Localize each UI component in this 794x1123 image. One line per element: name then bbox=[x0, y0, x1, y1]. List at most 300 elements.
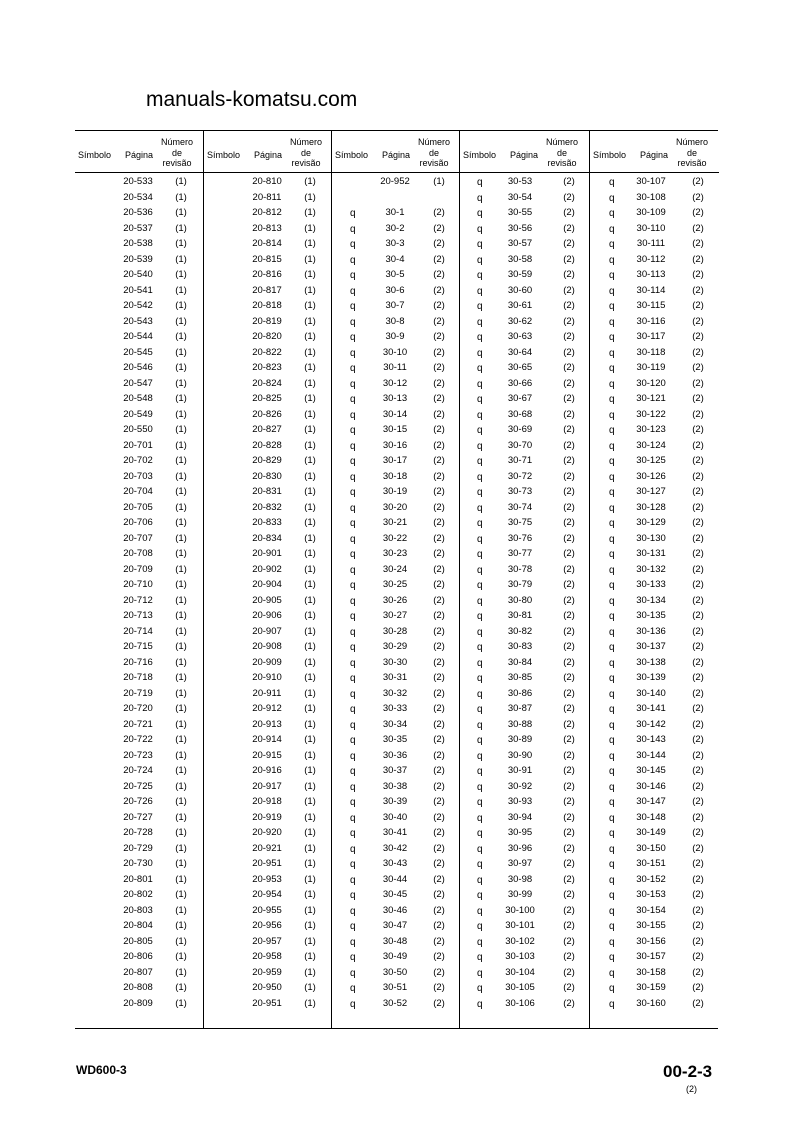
table-row bbox=[332, 997, 460, 1013]
header-symbol: Símbolo bbox=[78, 150, 112, 160]
page-number-cell: 20-910 bbox=[252, 672, 282, 683]
table-row bbox=[332, 733, 460, 749]
table-row bbox=[204, 795, 332, 811]
revision-mark-icon: q bbox=[477, 797, 483, 808]
revision-number-cell: (1) bbox=[304, 796, 316, 807]
page-number-cell: 20-704 bbox=[123, 486, 153, 497]
table-row bbox=[460, 175, 590, 191]
revision-number-cell: (2) bbox=[563, 718, 575, 730]
table-row bbox=[332, 361, 460, 377]
revision-number-cell: (2) bbox=[563, 656, 575, 668]
revision-mark-icon: q bbox=[477, 487, 483, 498]
revision-mark-icon: q bbox=[609, 549, 615, 560]
revision-mark-icon: q bbox=[609, 316, 615, 328]
page-number-cell: 20-915 bbox=[252, 749, 282, 761]
page-number-cell: 30-139 bbox=[636, 672, 666, 683]
page-number-cell: 20-824 bbox=[252, 377, 282, 389]
revision-number-cell: (2) bbox=[692, 300, 704, 311]
revision-number-cell: (2) bbox=[692, 997, 704, 1009]
revision-number-cell: (1) bbox=[304, 377, 316, 389]
table-row bbox=[204, 377, 332, 393]
page-number-cell: 30-110 bbox=[636, 222, 666, 234]
revision-number-cell: (2) bbox=[433, 827, 445, 838]
revision-number-cell: (2) bbox=[433, 393, 445, 404]
column-group-2 bbox=[203, 131, 332, 1028]
revision-number-cell: (2) bbox=[433, 672, 445, 683]
revision-mark-icon: q bbox=[477, 967, 483, 979]
page-number-cell: 30-48 bbox=[382, 935, 408, 947]
revision-number-cell: (2) bbox=[692, 253, 704, 265]
revision-mark-icon: q bbox=[350, 502, 356, 514]
revision-number-cell: (2) bbox=[433, 517, 445, 528]
revision-number-cell: (1) bbox=[175, 238, 187, 249]
revision-number-cell: (1) bbox=[175, 563, 187, 575]
revision-number-cell: (1) bbox=[175, 207, 187, 218]
revision-mark-icon: q bbox=[609, 688, 615, 700]
revision-number-cell: (2) bbox=[692, 703, 704, 714]
page-number-cell: 30-81 bbox=[507, 610, 533, 621]
revision-number-cell: (1) bbox=[304, 966, 316, 978]
table-row bbox=[204, 284, 332, 300]
revision-number-cell: (1) bbox=[304, 641, 316, 652]
page-number-cell: 30-135 bbox=[636, 610, 666, 621]
table-row bbox=[590, 299, 719, 315]
revision-number-cell: (2) bbox=[563, 315, 575, 327]
table-row bbox=[332, 191, 460, 207]
revision-mark-icon: q bbox=[477, 518, 483, 529]
revision-mark-icon: q bbox=[609, 440, 615, 452]
revision-mark-icon: q bbox=[477, 192, 483, 204]
table-row bbox=[75, 175, 203, 191]
revision-number-cell: (2) bbox=[563, 827, 575, 838]
table-row bbox=[590, 516, 719, 532]
page-number-cell: 20-953 bbox=[252, 873, 282, 885]
revision-mark-icon: q bbox=[350, 595, 356, 607]
revision-number-cell: (2) bbox=[563, 548, 575, 559]
revision-number-cell: (1) bbox=[304, 935, 316, 947]
revision-mark-icon: q bbox=[350, 828, 356, 839]
header-revision: Número de revisão bbox=[675, 137, 708, 168]
revision-number-cell: (1) bbox=[175, 765, 187, 776]
page-number-cell: 30-18 bbox=[382, 470, 408, 482]
table-row bbox=[332, 237, 460, 253]
revision-number-cell: (2) bbox=[433, 284, 445, 296]
revision-number-cell: (1) bbox=[304, 687, 316, 699]
page-number-cell: 20-712 bbox=[123, 594, 153, 606]
table-row bbox=[204, 594, 332, 610]
revision-mark-icon: q bbox=[609, 735, 615, 746]
revision-mark-icon: q bbox=[477, 657, 483, 669]
page-number-cell: 30-150 bbox=[636, 842, 666, 854]
revision-number-cell: (2) bbox=[563, 982, 575, 993]
revision-number-cell: (2) bbox=[563, 672, 575, 683]
table-row bbox=[460, 594, 590, 610]
table-row bbox=[204, 175, 332, 191]
revision-mark-icon: q bbox=[477, 642, 483, 653]
revision-number-cell: (2) bbox=[433, 222, 445, 234]
page-number-cell: 30-78 bbox=[507, 563, 533, 575]
revision-number-cell: (2) bbox=[563, 858, 575, 869]
page-number-cell: 20-722 bbox=[123, 734, 153, 745]
table-row bbox=[590, 175, 719, 191]
revision-number-cell: (1) bbox=[175, 408, 187, 420]
revision-number-cell: (2) bbox=[433, 610, 445, 621]
revision-number-cell: (2) bbox=[563, 176, 575, 187]
revision-number-cell: (2) bbox=[563, 811, 575, 823]
revision-number-cell: (1) bbox=[304, 951, 316, 962]
page-number-cell: 30-9 bbox=[385, 331, 405, 342]
page-number-cell: 30-56 bbox=[507, 222, 533, 234]
revision-mark-icon: q bbox=[609, 487, 615, 498]
page-number-cell: 20-707 bbox=[123, 532, 153, 544]
page-number-cell: 30-36 bbox=[382, 749, 408, 761]
page-number-cell: 30-22 bbox=[382, 532, 408, 544]
revision-mark-icon: q bbox=[477, 208, 483, 219]
page-number-cell: 30-43 bbox=[382, 858, 408, 869]
revision-number-cell: (1) bbox=[175, 548, 187, 559]
page-number-cell: 20-902 bbox=[252, 563, 282, 575]
page-number-cell: 20-921 bbox=[252, 842, 282, 854]
revision-number-cell: (2) bbox=[563, 594, 575, 606]
revision-mark-icon: q bbox=[477, 626, 483, 638]
table-row bbox=[204, 392, 332, 408]
revision-number-cell: (1) bbox=[304, 191, 316, 203]
page-number-cell: 30-32 bbox=[382, 687, 408, 699]
page-number-cell: 30-47 bbox=[382, 920, 408, 931]
revision-mark-icon: q bbox=[350, 394, 356, 405]
page-number-cell: 30-102 bbox=[505, 935, 535, 947]
table-row bbox=[590, 609, 719, 625]
revision-number-cell: (1) bbox=[175, 997, 187, 1009]
page-number-cell: 30-95 bbox=[507, 827, 533, 838]
page-number-cell: 20-955 bbox=[252, 904, 282, 916]
header-page: Página bbox=[509, 150, 539, 160]
table-row bbox=[332, 547, 460, 563]
page-number-cell: 20-827 bbox=[252, 424, 282, 435]
page-number-cell: 30-93 bbox=[507, 796, 533, 807]
page-number-cell: 20-802 bbox=[123, 889, 153, 900]
page-number-cell: 30-136 bbox=[636, 625, 666, 637]
revision-number-cell: (2) bbox=[433, 625, 445, 637]
revision-number-cell: (2) bbox=[563, 222, 575, 234]
revision-number-cell: (2) bbox=[563, 749, 575, 761]
column-header bbox=[75, 131, 203, 173]
revision-mark-icon: q bbox=[350, 735, 356, 746]
header-symbol: Símbolo bbox=[207, 150, 241, 160]
table-row bbox=[204, 237, 332, 253]
page-number-cell: 30-122 bbox=[636, 408, 666, 420]
revision-number-cell: (2) bbox=[433, 455, 445, 466]
page-number-cell: 20-725 bbox=[123, 780, 153, 792]
revision-number-cell: (2) bbox=[692, 563, 704, 575]
revision-number-cell: (2) bbox=[563, 501, 575, 513]
revision-mark-icon: q bbox=[609, 425, 615, 436]
header-revision: Número de revisão bbox=[289, 137, 322, 168]
page-number-cell: 20-918 bbox=[252, 796, 282, 807]
table-row bbox=[590, 423, 719, 439]
page-number-cell: 20-544 bbox=[123, 331, 153, 342]
revision-number-cell: (2) bbox=[692, 346, 704, 358]
revision-number-cell: (2) bbox=[563, 920, 575, 931]
table-row bbox=[590, 361, 719, 377]
table-row bbox=[590, 966, 719, 982]
revision-mark-icon: q bbox=[477, 394, 483, 405]
table-row bbox=[204, 454, 332, 470]
revision-mark-icon: q bbox=[609, 719, 615, 731]
table-row bbox=[332, 935, 460, 951]
revision-mark-icon: q bbox=[350, 952, 356, 963]
table-row bbox=[75, 609, 203, 625]
revision-mark-icon: q bbox=[609, 905, 615, 917]
revision-number-cell: (2) bbox=[563, 377, 575, 389]
revision-number-cell: (1) bbox=[175, 362, 187, 373]
page-number-cell: 20-701 bbox=[123, 439, 153, 451]
page-number-cell: 20-705 bbox=[123, 501, 153, 513]
page-number-cell: 30-38 bbox=[382, 780, 408, 792]
revision-number-cell: (2) bbox=[692, 982, 704, 993]
page-number-cell: 30-82 bbox=[507, 625, 533, 637]
revision-mark-icon: q bbox=[350, 270, 356, 281]
table-row bbox=[460, 268, 590, 284]
table-row bbox=[460, 206, 590, 222]
page-number-cell: 30-55 bbox=[507, 207, 533, 218]
page-number-cell: 30-76 bbox=[507, 532, 533, 544]
page-number-cell: 30-119 bbox=[636, 362, 666, 373]
table-row bbox=[332, 222, 460, 238]
table-row bbox=[204, 361, 332, 377]
revision-number-cell: (2) bbox=[692, 873, 704, 885]
page-number-cell: 20-906 bbox=[252, 610, 282, 621]
table-row bbox=[460, 253, 590, 269]
revision-mark-icon: q bbox=[477, 595, 483, 607]
header-symbol: Símbolo bbox=[463, 150, 497, 160]
page-number-cell: 20-950 bbox=[252, 982, 282, 993]
table-row bbox=[204, 206, 332, 222]
revision-number-cell: (2) bbox=[433, 858, 445, 869]
table-row bbox=[460, 377, 590, 393]
table-row bbox=[460, 237, 590, 253]
table-row bbox=[204, 950, 332, 966]
revision-number-cell: (2) bbox=[563, 796, 575, 807]
revision-mark-icon: q bbox=[609, 223, 615, 235]
table-row bbox=[590, 656, 719, 672]
page-number-cell: 20-716 bbox=[123, 656, 153, 668]
table-row bbox=[460, 284, 590, 300]
revision-mark-icon: q bbox=[477, 533, 483, 545]
table-row bbox=[204, 470, 332, 486]
table-row bbox=[460, 532, 590, 548]
table-row bbox=[204, 656, 332, 672]
revision-mark-icon: q bbox=[350, 673, 356, 684]
revision-number-cell: (1) bbox=[175, 842, 187, 854]
revision-number-cell: (1) bbox=[175, 222, 187, 234]
revision-number-cell: (1) bbox=[175, 191, 187, 203]
revision-number-cell: (2) bbox=[433, 532, 445, 544]
page-number-cell: 30-125 bbox=[636, 455, 666, 466]
page-number-cell: 30-64 bbox=[507, 346, 533, 358]
table-row bbox=[332, 346, 460, 362]
revision-mark-icon: q bbox=[609, 936, 615, 948]
page-number-cell: 20-952 bbox=[380, 176, 410, 187]
revision-number-cell: (2) bbox=[563, 687, 575, 699]
revision-number-cell: (2) bbox=[692, 765, 704, 776]
page-number-cell: 20-817 bbox=[252, 284, 282, 296]
table-row bbox=[204, 516, 332, 532]
page-number-cell: 30-75 bbox=[507, 517, 533, 528]
table-row bbox=[204, 423, 332, 439]
table-row bbox=[75, 857, 203, 873]
revision-mark-icon: q bbox=[477, 843, 483, 855]
footer-model: WD600-3 bbox=[76, 1063, 127, 1077]
page-number-cell: 30-89 bbox=[507, 734, 533, 745]
table-row bbox=[75, 408, 203, 424]
revision-mark-icon: q bbox=[609, 394, 615, 405]
revision-number-cell: (1) bbox=[304, 315, 316, 327]
table-row bbox=[460, 950, 590, 966]
page-number-cell: 30-33 bbox=[382, 703, 408, 714]
table-row bbox=[460, 299, 590, 315]
table-row bbox=[75, 532, 203, 548]
revision-number-cell: (2) bbox=[692, 393, 704, 404]
table-row bbox=[204, 702, 332, 718]
page-number-cell: 20-540 bbox=[123, 269, 153, 280]
page-number-cell: 20-533 bbox=[123, 176, 153, 187]
revision-number-cell: (2) bbox=[563, 331, 575, 342]
revision-number-cell: (2) bbox=[563, 765, 575, 776]
page-number-cell: 20-807 bbox=[123, 966, 153, 978]
table-row bbox=[590, 640, 719, 656]
page-number-cell: 30-1 bbox=[385, 207, 405, 218]
table-row bbox=[204, 873, 332, 889]
page-number-cell: 20-726 bbox=[123, 796, 153, 807]
revision-number-cell: (2) bbox=[433, 873, 445, 885]
revision-mark-icon: q bbox=[477, 673, 483, 684]
table-row bbox=[590, 330, 719, 346]
table-row bbox=[75, 702, 203, 718]
page-number-cell: 20-710 bbox=[123, 579, 153, 590]
revision-mark-icon: q bbox=[477, 766, 483, 777]
table-row bbox=[590, 857, 719, 873]
page-number-cell: 20-808 bbox=[123, 982, 153, 993]
revision-number-cell: (2) bbox=[433, 966, 445, 978]
revision-number-cell: (1) bbox=[175, 377, 187, 389]
page-number-cell: 30-98 bbox=[507, 873, 533, 885]
table-row bbox=[460, 749, 590, 765]
page-number-cell: 30-5 bbox=[385, 269, 405, 280]
table-row bbox=[590, 563, 719, 579]
table-row bbox=[332, 315, 460, 331]
table-row bbox=[332, 253, 460, 269]
revision-number-cell: (1) bbox=[175, 734, 187, 745]
revision-number-cell: (1) bbox=[304, 284, 316, 296]
revision-number-cell: (1) bbox=[175, 827, 187, 838]
revision-number-cell: (1) bbox=[304, 207, 316, 218]
footer-page-number: 00-2-3 bbox=[663, 1062, 713, 1081]
page-number-cell: 20-548 bbox=[123, 393, 153, 404]
page-number-cell: 20-721 bbox=[123, 718, 153, 730]
revision-number-cell: (1) bbox=[175, 594, 187, 606]
table-row bbox=[75, 222, 203, 238]
revision-mark-icon: q bbox=[609, 611, 615, 622]
table-row bbox=[204, 764, 332, 780]
page-number-cell: 30-25 bbox=[382, 579, 408, 590]
revision-number-cell: (1) bbox=[304, 424, 316, 435]
revision-number-cell: (2) bbox=[433, 904, 445, 916]
revision-number-cell: (2) bbox=[692, 470, 704, 482]
page-number-cell: 20-834 bbox=[252, 532, 282, 544]
revision-number-cell: (2) bbox=[433, 594, 445, 606]
page-number-cell: 30-109 bbox=[636, 207, 666, 218]
revision-mark-icon: q bbox=[350, 440, 356, 452]
page-number-cell: 30-157 bbox=[636, 951, 666, 962]
page-number-cell: 30-103 bbox=[505, 951, 535, 962]
revision-number-cell: (1) bbox=[304, 176, 316, 187]
page-number-cell: 20-822 bbox=[252, 346, 282, 358]
table-row bbox=[75, 439, 203, 455]
table-row bbox=[590, 392, 719, 408]
revision-mark-icon: q bbox=[350, 332, 356, 343]
table-row bbox=[590, 547, 719, 563]
revision-number-cell: (1) bbox=[175, 703, 187, 714]
revision-mark-icon: q bbox=[477, 316, 483, 328]
revision-number-cell: (2) bbox=[692, 191, 704, 203]
page-number-cell: 20-542 bbox=[123, 300, 153, 311]
revision-number-cell: (1) bbox=[175, 625, 187, 637]
table-row bbox=[460, 346, 590, 362]
revision-number-cell: (1) bbox=[175, 749, 187, 761]
table-row bbox=[332, 702, 460, 718]
table-row bbox=[460, 470, 590, 486]
revision-mark-icon: q bbox=[477, 332, 483, 343]
page-number-cell: 20-914 bbox=[252, 734, 282, 745]
revision-mark-icon: q bbox=[477, 952, 483, 963]
revision-mark-icon: q bbox=[350, 316, 356, 328]
page-number-cell: 20-832 bbox=[252, 501, 282, 513]
revision-number-cell: (1) bbox=[304, 625, 316, 637]
table-row bbox=[590, 950, 719, 966]
page-number-cell: 30-140 bbox=[636, 687, 666, 699]
table-row bbox=[332, 594, 460, 610]
table-row bbox=[204, 439, 332, 455]
revision-number-cell: (1) bbox=[175, 780, 187, 792]
page-number-cell: 20-905 bbox=[252, 594, 282, 606]
revision-mark-icon: q bbox=[609, 378, 615, 390]
page-number-cell: 20-728 bbox=[123, 827, 153, 838]
table-row bbox=[75, 780, 203, 796]
page-number-cell: 30-104 bbox=[505, 966, 535, 978]
revision-mark-icon: q bbox=[609, 874, 615, 886]
revision-mark-icon: q bbox=[477, 564, 483, 576]
table-row bbox=[204, 299, 332, 315]
table-row bbox=[332, 795, 460, 811]
page-number-cell: 30-131 bbox=[636, 548, 666, 559]
revision-number-cell: (2) bbox=[563, 346, 575, 358]
revision-mark-icon: q bbox=[609, 239, 615, 250]
table-row bbox=[460, 997, 590, 1013]
revision-number-cell: (1) bbox=[175, 951, 187, 962]
page-number-cell: 30-121 bbox=[636, 393, 666, 404]
revision-mark-icon: q bbox=[350, 409, 356, 421]
page-number-cell: 30-61 bbox=[507, 300, 533, 311]
table-row bbox=[590, 237, 719, 253]
table-row bbox=[460, 718, 590, 734]
table-row bbox=[75, 733, 203, 749]
page-number-cell: 30-72 bbox=[507, 470, 533, 482]
revision-number-cell: (1) bbox=[175, 873, 187, 885]
page-number-cell: 20-901 bbox=[252, 548, 282, 559]
page-number-cell: 30-14 bbox=[382, 408, 408, 420]
table-row bbox=[590, 485, 719, 501]
